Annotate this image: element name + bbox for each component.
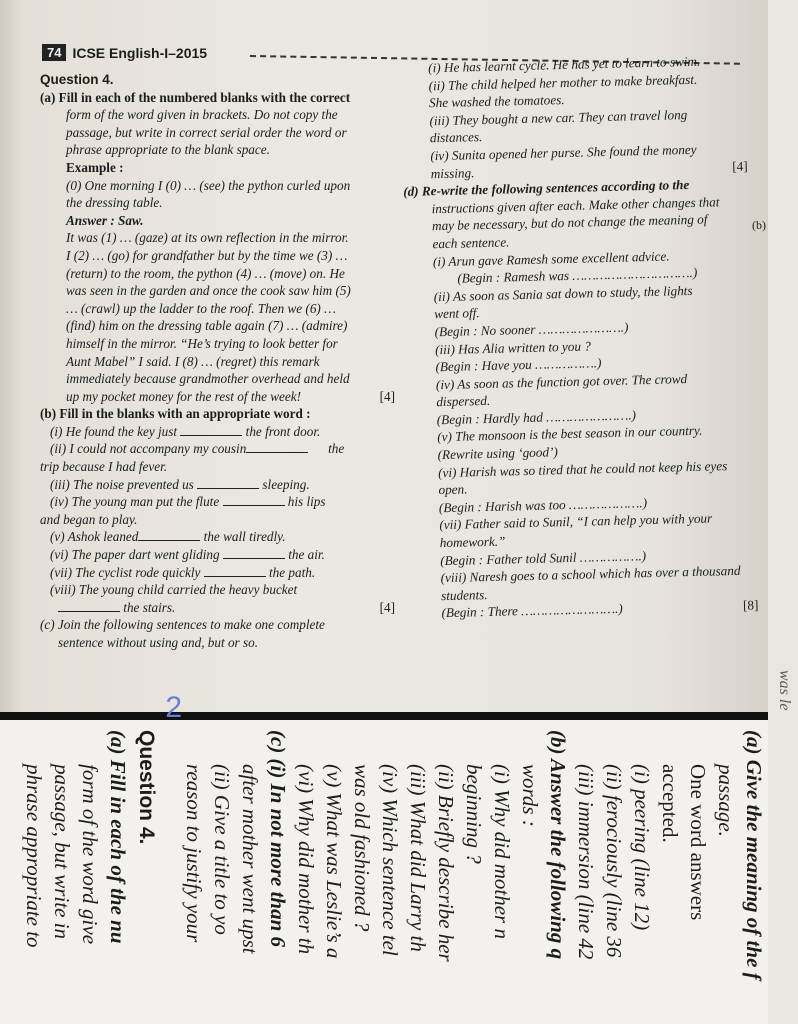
handwritten-mark: 2 xyxy=(165,691,183,725)
text-line: (b) Fill in the blanks with an appropriate word : xyxy=(40,406,311,422)
text-line: (c) Join the following sentences to make one complete xyxy=(40,617,325,633)
text-line: (vi) Why did mother th xyxy=(294,764,318,955)
blank-suffix: sleeping. xyxy=(262,476,310,492)
text-line: was le xyxy=(776,670,793,711)
text-line: (i) peering (line 12) xyxy=(630,764,654,931)
text-line: words : xyxy=(518,764,542,827)
marks-c: [4] xyxy=(732,158,748,174)
text-line: (Begin : Father told Sunil …………….) xyxy=(440,547,647,568)
text-line: (a) Fill in each of the nu xyxy=(106,730,130,944)
answer-line: Answer : Saw. xyxy=(66,212,144,228)
text-line: instructions given after each. Make other changes that xyxy=(431,193,720,217)
text-line: (v) The monsoon is the best season in our country. xyxy=(437,423,703,445)
marks-c-side: [4] xyxy=(379,599,395,615)
text-line: (Begin : Hardly had ………………….) xyxy=(436,407,637,428)
text-line: (c) (i) In not more than 6 xyxy=(266,730,290,948)
text-line: form of the word given in brackets. Do not copy the xyxy=(66,107,338,123)
text-line: was old fashioned ? xyxy=(350,764,374,932)
text-line: (Begin : There …………………….) xyxy=(441,601,623,621)
blank-suffix: the xyxy=(328,441,345,457)
text-line: (vii) Father said to Sunil, “I can help you with your xyxy=(439,510,713,533)
blank xyxy=(204,565,266,577)
text-line: (viii) Naresh goes to a school which has over a thousand xyxy=(440,563,741,586)
example-label: Example : xyxy=(66,159,124,175)
blank-suffix: the air. xyxy=(288,547,325,563)
blank-suffix: the front door. xyxy=(245,423,321,439)
blank-prompt: (vi) The paper dart went gliding xyxy=(50,547,220,563)
text-line: up my pocket money for the rest of the week! xyxy=(66,388,301,404)
text-line: (Begin : No sooner ………………….) xyxy=(434,319,629,340)
marks-a: [4] xyxy=(379,388,395,404)
text-line: went off. xyxy=(434,305,480,322)
blank-line xyxy=(40,440,395,458)
blank xyxy=(180,424,242,436)
text-line: (a) Give the meaning of the f xyxy=(742,730,766,980)
text-line: (Begin : Harish was too ……………….) xyxy=(438,494,648,516)
marks-d: [8] xyxy=(742,597,759,614)
blank-line xyxy=(40,476,395,494)
text-line: may be necessary, but do not change the meaning of xyxy=(431,211,708,234)
text-line: (return) to the room, the python (4) … (move) on. He xyxy=(66,265,345,281)
text-line: (v) What was Leslie’s a xyxy=(322,764,346,959)
blank-line xyxy=(40,599,395,617)
text-line: (iii) They bought a new car. They can travel long xyxy=(429,106,688,129)
text-line: homework.” xyxy=(439,533,506,551)
page-title: ICSE English-I–2015 xyxy=(72,44,208,61)
blank xyxy=(246,441,308,453)
text-line: I (2) … (go) for grandfather but by the time we (3) … xyxy=(66,247,348,263)
edge-label: (b) xyxy=(752,218,766,232)
blank xyxy=(138,529,200,541)
blank-prompt: (iv) The young man put the flute xyxy=(50,494,220,510)
text-line: sentence without using and, but or so. xyxy=(58,635,259,650)
blank-prompt: (i) He found the key just xyxy=(50,423,178,439)
text-line: form of the word give xyxy=(78,764,102,945)
text-line: (i) He has learnt cycle. He has yet to learn to swim. xyxy=(428,53,701,76)
text-line: (iii) What did Larry th xyxy=(406,764,430,952)
page-number: 74 xyxy=(42,44,66,61)
text-line: was seen in the garden and once the cook saw him (5) xyxy=(66,283,351,299)
text-line: passage, but write in xyxy=(50,764,74,940)
text-line: distances. xyxy=(429,129,483,146)
question-heading: Question 4. xyxy=(135,730,158,845)
text-line: Aunt Mabel” I said. I (8) … (regret) this remark xyxy=(66,353,320,369)
text-line: (b) Answer the following q xyxy=(546,730,570,960)
page-header xyxy=(42,44,207,61)
left-column xyxy=(40,71,395,652)
blank-prompt: (ii) I could not accompany my cousin xyxy=(50,441,247,457)
question-heading: Question 4. xyxy=(40,72,114,87)
text-line: after mother went upst xyxy=(238,764,262,954)
blank-prompt: (iii) The noise prevented us xyxy=(50,476,194,492)
text-line: One word answers xyxy=(686,764,710,921)
text-line: phrase appropriate to xyxy=(22,764,46,948)
text-line: (0) One morning I (0) … (see) the python curled upon xyxy=(66,177,351,193)
text-line: (ii) ferociously (line 36 xyxy=(602,764,626,958)
text-line: (iv) Which sentence tel xyxy=(378,764,402,956)
text-line: missing. xyxy=(430,164,475,181)
text-line: himself in the mirror. “He’s trying to look better for xyxy=(66,335,338,351)
blank-prompt: (vii) The cyclist rode quickly xyxy=(50,564,201,580)
blank-suffix: the wall tiredly. xyxy=(203,529,286,545)
text-line: (iv) Sunita opened her purse. She found the money xyxy=(430,141,697,164)
text-line: (ii) Briefly describe her xyxy=(434,764,458,962)
right-column xyxy=(400,52,759,623)
blank-line xyxy=(40,564,395,582)
blank-line xyxy=(40,423,395,441)
text-line: (viii) The young child carried the heavy bucket xyxy=(50,582,298,598)
text-line: reason to justify your xyxy=(182,764,206,943)
blank xyxy=(197,477,259,489)
text-line: (vi) Harish was so tired that he could not keep his eyes xyxy=(437,457,728,480)
text-line: open. xyxy=(438,481,468,498)
blank-suffix: the path. xyxy=(268,564,316,580)
text-line: (i) Why did mother n xyxy=(490,764,514,939)
text-line: immediately because grandmother overhead and held xyxy=(66,371,350,387)
blank xyxy=(58,600,120,612)
text-line: passage, but write in correct serial order the word or xyxy=(66,124,347,140)
text-line: (i) Arun gave Ramesh some excellent advice. xyxy=(432,248,670,269)
text-line: trip because I had fever. xyxy=(40,459,168,475)
text-line: (find) him on the dressing table again (7) … (admire) xyxy=(66,318,348,334)
text-line: (Begin : Have you …………….) xyxy=(435,355,602,375)
text-line: each sentence. xyxy=(432,234,510,252)
text-line: accepted. xyxy=(658,764,682,843)
text-line: (ii) The child helped her mother to make breakfast. xyxy=(428,71,698,93)
page-divider xyxy=(0,712,768,720)
text-line: (iv) As soon as the function got over. The crowd xyxy=(435,370,688,392)
text-line: (ii) As soon as Sania sat down to study, the lights xyxy=(433,282,693,304)
text-line: (d) Re-write the following sentences according to the xyxy=(403,177,690,200)
text-line: (ii) Give a title to yo xyxy=(210,764,234,935)
text-line: (iii) immersion (line 42 xyxy=(574,764,598,960)
blank-prompt: (v) Ashok leaned xyxy=(50,529,139,545)
text-line: phrase appropriate to the blank space. xyxy=(66,142,270,158)
blank-line xyxy=(40,528,395,546)
text-line: the dressing table. xyxy=(66,195,163,211)
blank xyxy=(223,494,285,506)
blank-line xyxy=(40,493,395,511)
text-line: students. xyxy=(440,586,488,603)
text-line: and began to play. xyxy=(40,511,138,527)
text-line: It was (1) … (gaze) at its own reflection in the mirror. xyxy=(66,230,349,246)
text-line-with-mark xyxy=(40,388,395,406)
blank-line xyxy=(40,546,395,564)
text-line: … (crawl) up the ladder to the roof. Then we (6) … xyxy=(66,300,336,316)
text-line: beginning ? xyxy=(462,764,486,864)
text-line: (Begin : Ramesh was ………………………….) xyxy=(457,264,698,286)
text-line: (Rewrite using ‘good’) xyxy=(437,444,558,463)
text-line: (iii) Has Alia written to you ? xyxy=(434,337,592,357)
text-line: (a) Fill in each of the numbered blanks with the correct xyxy=(40,89,351,105)
blank xyxy=(223,547,285,559)
text-line: passage. xyxy=(714,764,738,837)
blank-suffix: the stairs. xyxy=(123,599,176,615)
text-line: dispersed. xyxy=(436,393,491,410)
blank-suffix: his lips xyxy=(287,494,326,510)
text-line: She washed the tomatoes. xyxy=(428,92,565,111)
